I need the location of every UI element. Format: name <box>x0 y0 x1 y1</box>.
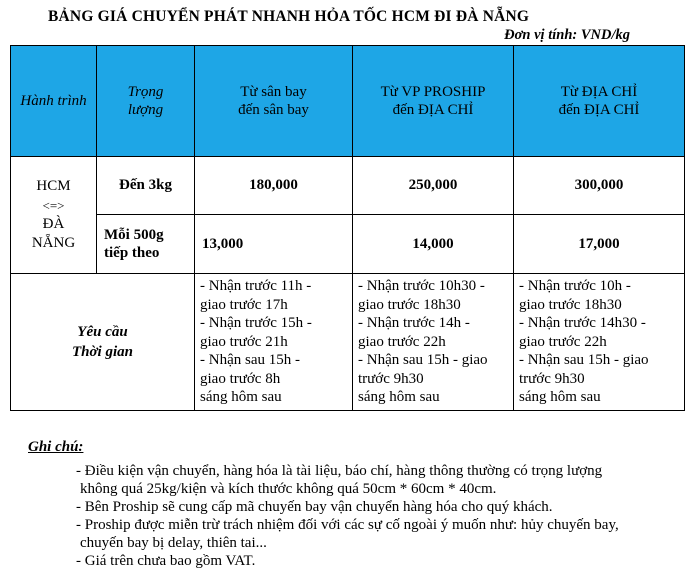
time-line: - Nhận trước 10h30 - <box>358 278 485 295</box>
price-airport: 180,000 <box>195 157 353 215</box>
header-airport-line2: đến sân bay <box>238 102 309 118</box>
note-item <box>28 498 688 516</box>
weight-line2: tiếp theo <box>104 245 160 261</box>
time-address <box>514 274 685 411</box>
time-line: giao trước 8h <box>200 370 281 387</box>
time-line: sáng hôm sau <box>519 389 601 406</box>
time-line: - Nhận trước 11h - <box>200 278 312 295</box>
notes-section <box>28 438 688 570</box>
header-office <box>353 46 514 157</box>
time-line: - Nhận trước 14h30 - <box>519 315 646 332</box>
time-line: giao trước 22h <box>519 333 607 350</box>
price-address: 17,000 <box>514 215 685 274</box>
header-address <box>514 46 685 157</box>
time-office <box>353 274 514 411</box>
price-office: 14,000 <box>353 215 514 274</box>
time-line: giao trước 17h <box>200 296 288 313</box>
time-line: trước 9h30 <box>358 370 424 387</box>
price-table <box>10 45 685 411</box>
time-line: - Nhận trước 10h - <box>519 278 631 295</box>
table-header-row <box>11 46 685 157</box>
time-line: - Nhận sau 15h - giao <box>519 352 649 369</box>
note-line: - Điều kiện vận chuyển, hàng hóa là tài liệu, báo chí, hàng thông thường có trọng lượng <box>76 463 603 479</box>
price-airport: 13,000 <box>195 215 353 274</box>
time-line: giao trước 18h30 <box>358 296 461 313</box>
note-line: - Bên Proship sẽ cung cấp mã chuyến bay vận chuyển hàng hóa cho quý khách. <box>76 499 553 515</box>
weight-line1: Đến 3kg <box>119 177 172 193</box>
header-address-line2: đến ĐỊA CHỈ <box>558 102 640 118</box>
time-label-line1: Yêu cầu <box>77 324 128 340</box>
note-line: - Giá trên chưa bao gồm VAT. <box>76 553 256 569</box>
time-label-cell <box>11 274 195 411</box>
header-office-line2: đến ĐỊA CHỈ <box>392 102 474 118</box>
header-airport <box>195 46 353 157</box>
table-row <box>11 274 685 411</box>
route-line4: NẴNG <box>31 235 76 251</box>
time-line: giao trước 18h30 <box>519 296 622 313</box>
table-row <box>11 157 685 215</box>
table-row <box>11 215 685 274</box>
weight-cell <box>97 215 195 274</box>
time-line: trước 9h30 <box>519 370 585 387</box>
header-route <box>11 46 97 157</box>
note-line: chuyến bay bị delay, thiên tai... <box>80 535 267 551</box>
time-line: giao trước 22h <box>358 333 446 350</box>
note-line: - Proship được miễn trừ trách nhiệm đối với các sự cố ngoài ý muốn như: hủy chuyến bay, <box>76 517 619 533</box>
header-route-label: Hành trình <box>20 93 87 109</box>
header-weight-line1: Trọng <box>127 84 164 100</box>
time-line: - Nhận sau 15h - <box>200 352 300 369</box>
route-line1: HCM <box>36 178 71 194</box>
header-office-line1: Từ VP PROSHIP <box>380 84 486 100</box>
price-office: 250,000 <box>353 157 514 215</box>
route-line3: ĐÀ <box>42 216 65 232</box>
weight-cell <box>97 157 195 215</box>
note-item <box>28 462 688 498</box>
note-line: không quá 25kg/kiện và kích thước không quá 50cm * 60cm * 40cm. <box>80 481 497 497</box>
header-address-line1: Từ ĐỊA CHỈ <box>560 84 638 100</box>
time-line: sáng hôm sau <box>200 389 282 406</box>
unit-note: Đơn vị tính: VND/kg <box>504 27 630 43</box>
route-cell <box>11 157 97 274</box>
time-line: - Nhận sau 15h - giao <box>358 352 488 369</box>
notes-title: Ghi chú: <box>28 439 84 455</box>
time-line: sáng hôm sau <box>358 389 440 406</box>
note-item <box>28 516 688 552</box>
note-item <box>28 552 688 570</box>
price-address: 300,000 <box>514 157 685 215</box>
time-line: giao trước 21h <box>200 333 288 350</box>
page-title: BẢNG GIÁ CHUYỂN PHÁT NHANH HỎA TỐC HCM ĐI ĐÀ NẴNG <box>48 8 530 25</box>
time-airport <box>195 274 353 411</box>
time-label-line2: Thời gian <box>72 344 133 360</box>
header-weight-line2: lượng <box>127 102 164 118</box>
time-line: - Nhận trước 14h - <box>358 315 470 332</box>
route-line2: <=> <box>42 198 65 213</box>
weight-line1: Mỗi 500g <box>104 227 164 243</box>
header-airport-line1: Từ sân bay <box>240 84 307 100</box>
header-weight <box>97 46 195 157</box>
time-line: - Nhận trước 15h - <box>200 315 312 332</box>
